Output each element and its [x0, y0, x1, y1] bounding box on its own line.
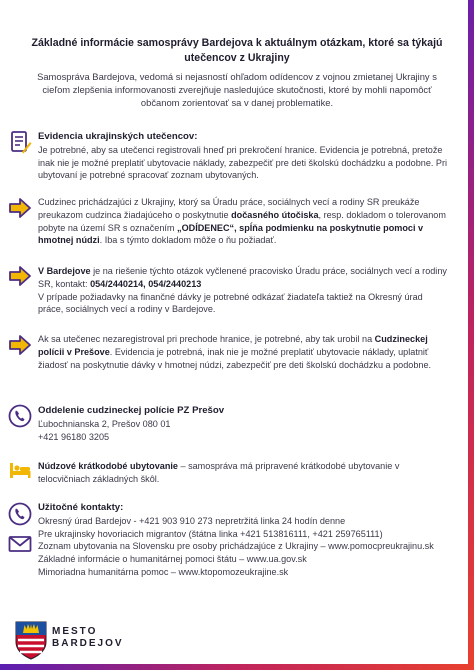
arrow-right-icon — [8, 264, 32, 288]
envelope-icon — [8, 532, 32, 556]
section-evidencia — [38, 131, 448, 182]
intro-paragraph: Samospráva Bardejova, vedomá si nejasností ohľadom odídencov z vojnou zmietanej Ukrajiny s cieľom zlepšenia informovanosti zverejňuje nasledujúce skutočnosti, ktoré by mohli napomôcť občanom zorientovať sa v danej problematike. — [37, 71, 437, 108]
section-bardejov — [38, 265, 448, 316]
contact-line: Pre ukrajinsky hovoriacich migrantov (štátna linka +421 513816111, +421 259765111) — [38, 528, 383, 539]
gradient-frame-right — [468, 0, 474, 670]
brand-line: MESTO — [52, 626, 98, 637]
brand-line: BARDEJOV — [52, 638, 124, 649]
bold-span: „ODÍDENEC“, spĺňa podmienku na poskytnutie pomoci v hmotnej núdzi — [38, 222, 424, 246]
document-icon — [8, 130, 32, 154]
page-title: Základné informácie samosprávy Bardejova k aktuálnym otázkam, ktoré sa týkajú utečencov z Ukrajiny — [31, 37, 443, 64]
text-span: . Evidencia je potrebná, inak nie je možné preplatiť ubytovacie náklady, uplatniť žiadosť na poskytnutie dávky v hmotnej núdzi, zabezpečiť pre deti školskú dochádzku a podobne. — [38, 346, 432, 370]
contact-line: Okresný úrad Bardejov - +421 903 910 273 nepretržitá linka 24 hodín denne — [38, 515, 346, 526]
section-cudzinec — [38, 196, 448, 247]
phone-text: +421 96180 3205 — [38, 431, 110, 442]
section-heading: Oddelenie cudzineckej polície PZ Prešov — [38, 405, 225, 416]
section-ubytovanie — [38, 460, 448, 486]
bold-span: Cudzineckej polícii v Prešove — [38, 334, 428, 357]
text-span: Ak sa utečenec nezaregistroval pri prechode hranice, je potrebné, aby tak urobil na — [38, 334, 375, 344]
contact-line: Základné informácie o humanitárnej pomoci štátu – www.ua.gov.sk — [38, 554, 307, 565]
text-span: – samospráva má pripravené krátkodobé ubytovanie v telocvičniach základných škôl. — [38, 461, 400, 484]
bold-span: Núdzové krátkodobé ubytovanie — [38, 461, 178, 471]
phone-icon — [8, 502, 32, 526]
text-span: . Iba s týmto dokladom môže o ňu požiadať. — [99, 235, 277, 246]
text-span: V prípade požiadavky na finančné dávky je potrebné odkázať žiadateľa taktiež na Okresný úrad práce, sociálnych vecí a rodiny v Bardejove. — [38, 291, 423, 315]
bold-span: dočasného útočiska — [231, 209, 319, 220]
contact-line: Mimoriadna humanitárna pomoc – www.ktopomozeukrajine.sk — [38, 566, 289, 577]
contact-line: Zoznam ubytovania na Slovensku pre osoby prichádzajúce z Ukrajiny – www.pomocpreukrajinu.sk — [38, 541, 434, 552]
section-text: Je potrebné, aby sa utečenci registrovali hneď pri prekročení hranice. Evidencia je potrebná, pretože inak nie je možné preplatiť ubytovacie náklady, zabezpečiť pre deti školskú dochádzku a podobne. Pri ubytovaní je potrebné spracovať zoznam ubytovaných. — [38, 144, 448, 181]
coat-of-arms-icon — [14, 620, 48, 660]
gradient-frame-bottom — [0, 664, 474, 670]
section-neregistrovany — [38, 333, 448, 371]
bold-span: V Bardejove — [38, 266, 91, 276]
address-text: Ľubochnianska 2, Prešov 080 01 — [38, 418, 171, 429]
bold-span: 054/2440214, 054/2440213 — [90, 278, 202, 289]
text-span: , resp. dokladom o tolerovanom pobyte na území SR s označením — [38, 209, 446, 233]
arrow-right-icon — [8, 333, 32, 357]
section-heading: Užitočné kontakty: — [38, 502, 124, 513]
section-kontakty — [38, 502, 448, 579]
arrow-right-icon — [8, 196, 32, 220]
section-heading: Evidencia ukrajinských utečencov: — [38, 131, 198, 142]
text-span: Cudzinec prichádzajúci z Ukrajiny, ktorý sa Úradu práce, sociálnych vecí a rodiny SR preukáže preukazom cudzinca žiadajúceho o poskytnutie — [38, 197, 420, 220]
bed-icon — [8, 458, 32, 482]
section-policia — [38, 405, 448, 443]
brand-name — [52, 626, 124, 650]
phone-icon — [8, 404, 32, 428]
text-span: je na riešenie týchto otázok vyčlenené pracovisko Úradu práce, sociálnych vecí a rodiny SR, kontakt: — [38, 266, 447, 289]
